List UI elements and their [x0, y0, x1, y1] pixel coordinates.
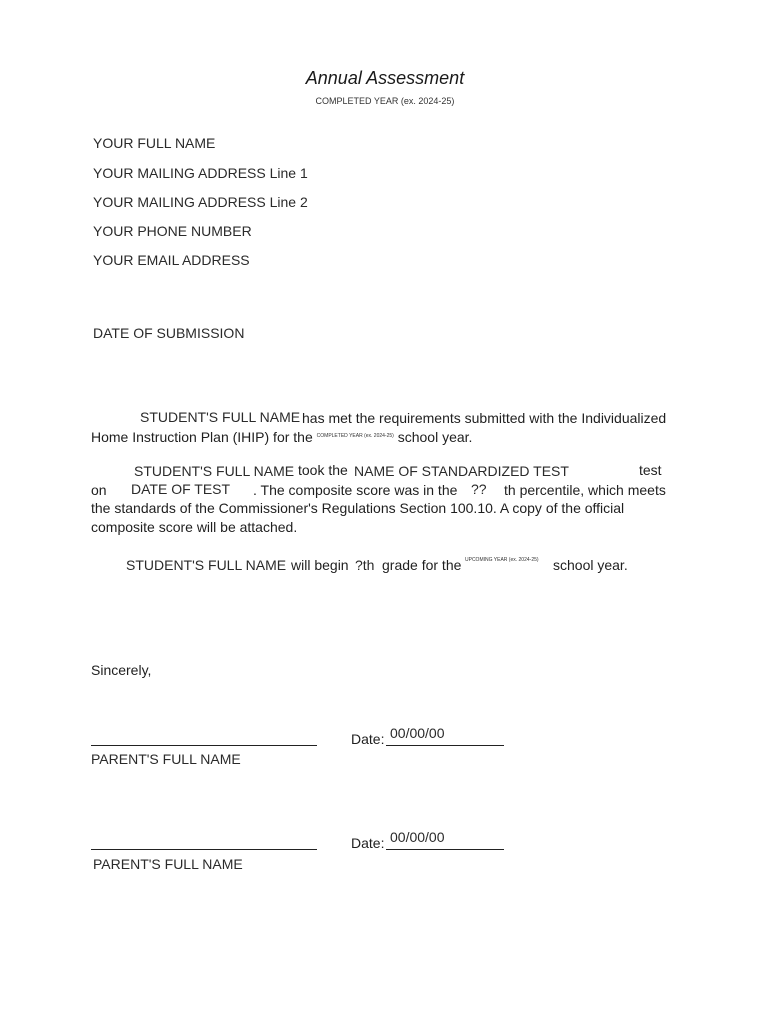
para2-line3: the standards of the Commissioner's Regulations Section 100.10. A copy of the official [91, 500, 625, 516]
date-line-2 [386, 849, 504, 850]
para3-school-year: school year. [553, 557, 628, 573]
para2-line4: composite score will be attached. [91, 519, 298, 535]
parent-name-field-2[interactable]: PARENT'S FULL NAME [93, 856, 243, 872]
para2-test-word: test [639, 462, 662, 478]
para1-text-b: Home Instruction Plan (IHIP) for the [91, 429, 313, 445]
para2-composite-text: . The composite score was in the [253, 482, 458, 498]
date-label-1: Date: [351, 731, 385, 747]
test-date-field[interactable]: DATE OF TEST [131, 481, 231, 497]
standardized-test-name-field[interactable]: NAME OF STANDARDIZED TEST [354, 463, 569, 479]
date-of-submission-field[interactable]: DATE OF SUBMISSION [93, 325, 245, 341]
para1-line2 [91, 429, 472, 445]
signature-line-1[interactable] [91, 745, 317, 746]
closing-text: Sincerely, [91, 662, 152, 678]
para2-percentile-text: th percentile, which meets [504, 482, 666, 498]
para2-on: on [91, 482, 107, 498]
sender-email-field[interactable]: YOUR EMAIL ADDRESS [93, 252, 250, 268]
percentile-field[interactable]: ?? [471, 481, 487, 497]
completed-year-field[interactable]: COMPLETED YEAR (ex. 2024-25) [315, 96, 455, 106]
signature-date-field-2[interactable]: 00/00/00 [390, 829, 445, 845]
grade-field[interactable]: ?th [355, 557, 375, 573]
signature-line-2[interactable] [91, 849, 317, 850]
para1-text-a: has met the requirements submitted with the Individualized [302, 410, 667, 426]
para2-took-the: took the [298, 462, 348, 478]
sender-name-field[interactable]: YOUR FULL NAME [93, 135, 216, 151]
para1-completed-year-field[interactable]: COMPLETED YEAR (ex. 2024-25) [316, 433, 394, 439]
para3-will-begin: will begin [291, 557, 349, 573]
sender-phone-field[interactable]: YOUR PHONE NUMBER [93, 223, 252, 239]
sender-address-line2-field[interactable]: YOUR MAILING ADDRESS Line 2 [93, 194, 308, 210]
para3-student-name-field[interactable]: STUDENT'S FULL NAME [126, 557, 287, 573]
date-line-1 [386, 745, 504, 746]
parent-name-field-1[interactable]: PARENT'S FULL NAME [91, 751, 241, 767]
sender-address-line1-field[interactable]: YOUR MAILING ADDRESS Line 1 [93, 165, 308, 181]
para1-text-c: school year. [397, 429, 473, 445]
page-title: Annual Assessment [305, 68, 465, 88]
para1-student-name-field[interactable]: STUDENT'S FULL NAME [140, 409, 301, 425]
para3-grade-for: grade for the [382, 557, 462, 573]
signature-date-field-1[interactable]: 00/00/00 [390, 725, 445, 741]
date-label-2: Date: [351, 835, 385, 851]
para2-student-name-field[interactable]: STUDENT'S FULL NAME [134, 463, 295, 479]
upcoming-year-field[interactable]: UPCOMING YEAR (ex. 2024-25) [465, 557, 539, 563]
